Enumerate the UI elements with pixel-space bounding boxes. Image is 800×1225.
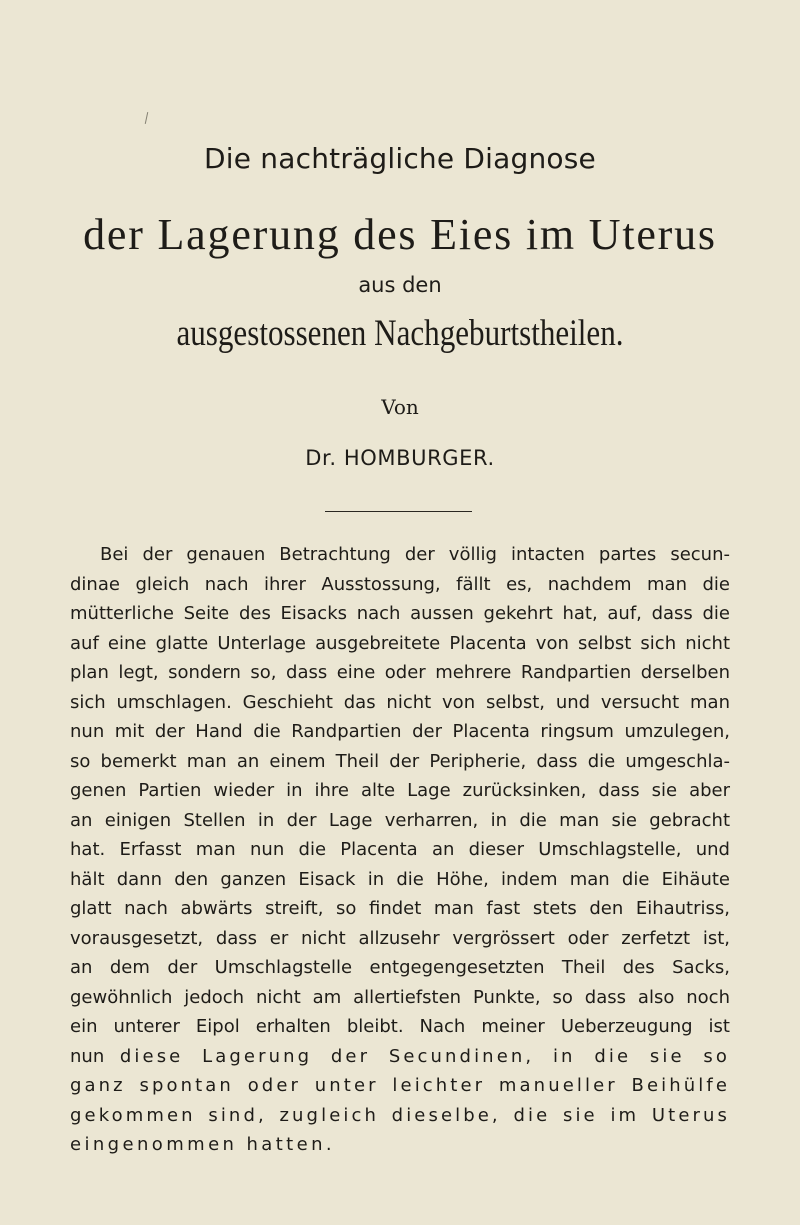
body-paragraph (70, 540, 730, 1160)
body-line: so bemerkt man an einem Theil der Peripherie, dass die umgeschla- (70, 750, 730, 772)
title-line-2: der Lagerung des Eies im Uterus (83, 210, 717, 259)
body-line-spaced-part: diese Lagerung der Secundinen, in die sie so (119, 1045, 730, 1067)
title-line-3: aus den (358, 273, 442, 297)
margin-mark (145, 112, 148, 124)
body-line: auf eine glatte Unterlage ausgebreitete Placenta von selbst sich nicht (70, 632, 730, 654)
body-line: glatt nach abwärts streift, so findet man fast stets den Eihautriss, (70, 898, 730, 919)
body-line-plain-part: nun (70, 1045, 105, 1067)
section-divider (325, 511, 472, 512)
body-line: vorausgesetzt, dass er nicht allzusehr vergrössert oder zerfetzt ist, (70, 927, 730, 949)
body-line-spaced: ganz spontan oder unter leichter manueller Beihülfe (70, 1075, 730, 1096)
byline-von: Von (381, 395, 419, 419)
body-line: mütterliche Seite des Eisacks nach aussen gekehrt hat, auf, dass die (70, 603, 730, 624)
body-line: nun mit der Hand die Randpartien der Placenta ringsum umzulegen, (70, 721, 730, 742)
body-line: ein unterer Eipol erhalten bleibt. Nach meiner Ueberzeugung ist (70, 1016, 730, 1037)
title-line-1: Die nachträgliche Diagnose (204, 142, 596, 175)
body-line: gewöhnlich jedoch nicht am allertiefsten Punkte, so dass also noch (70, 986, 730, 1008)
body-line: dinae gleich nach ihrer Ausstossung, fällt es, nachdem man die (70, 573, 730, 595)
author-name: Dr. HOMBURGER. (305, 446, 495, 470)
body-line-spaced: gekommen sind, zugleich dieselbe, die sie im Uterus (70, 1104, 730, 1126)
body-line-spaced-final: eingenommen hatten. (70, 1134, 336, 1155)
body-line: hält dann den ganzen Eisack in die Höhe, indem man die Eihäute (70, 868, 730, 890)
body-line: an dem der Umschlagstelle entgegengesetzten Theil des Sacks, (70, 957, 730, 978)
title-line-4: ausgestossenen Nachgeburtstheilen. (176, 313, 624, 354)
body-line: Bei der genauen Betrachtung der völlig intacten partes secun- (100, 544, 730, 565)
body-line-mixed (70, 1042, 730, 1072)
body-line: an einigen Stellen in der Lage verharren, in die man sie gebracht (70, 809, 730, 831)
body-line: hat. Erfasst man nun die Placenta an dieser Umschlagstelle, und (70, 839, 730, 860)
body-line: plan legt, sondern so, dass eine oder mehrere Randpartien derselben (70, 662, 730, 683)
body-line: genen Partien wieder in ihre alte Lage zurücksinken, dass sie aber (70, 780, 730, 801)
body-line: sich umschlagen. Geschieht das nicht von selbst, und versucht man (70, 691, 730, 713)
